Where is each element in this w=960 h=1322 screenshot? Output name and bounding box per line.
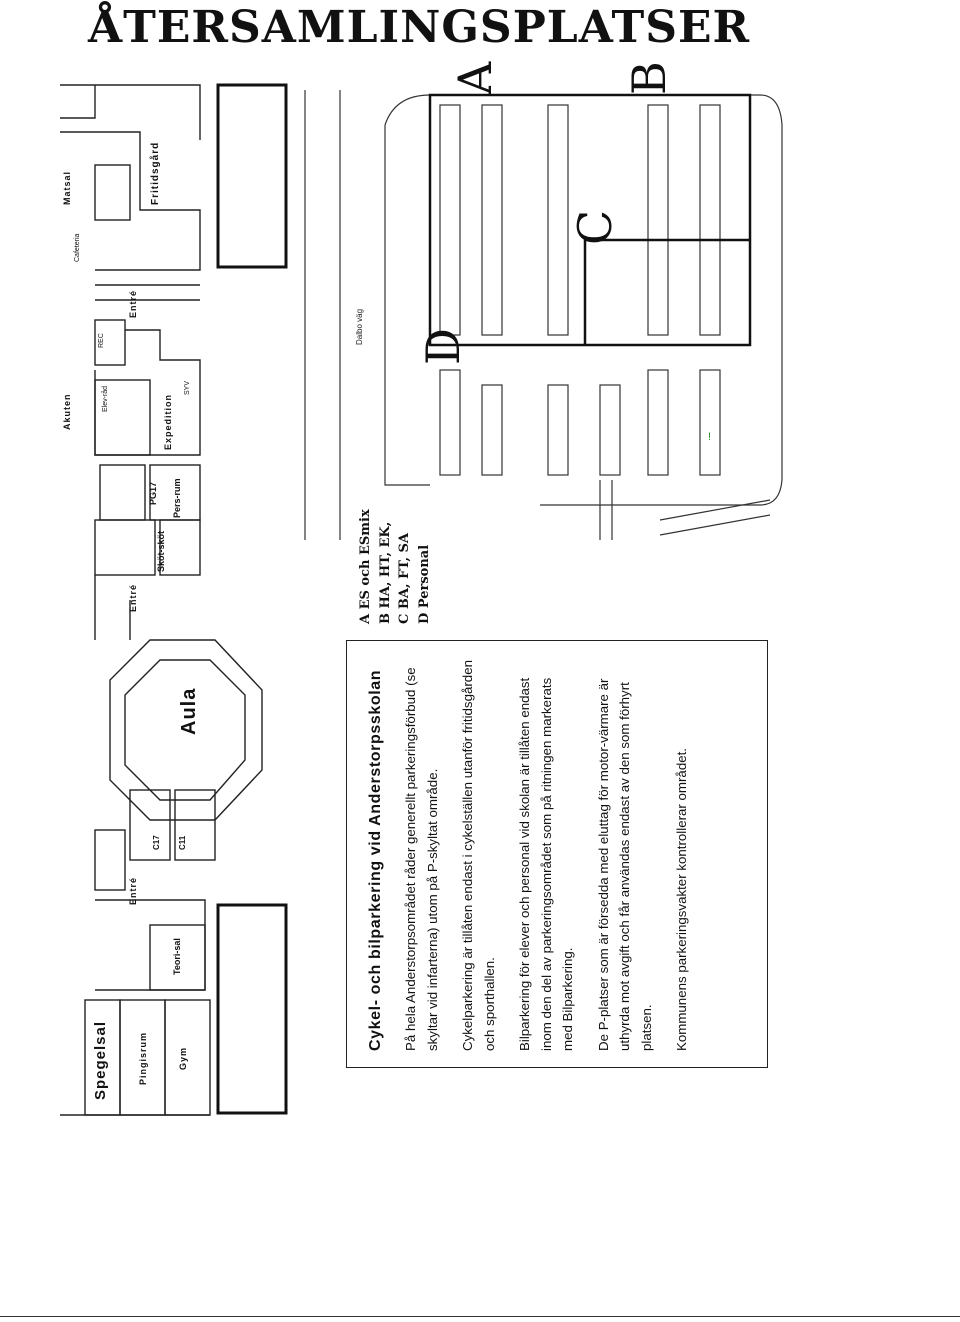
label-syv: SYV bbox=[184, 380, 191, 395]
label-cafeteria: Cafeteria bbox=[74, 233, 81, 262]
zone-label-b: B bbox=[622, 61, 676, 95]
zone-label-a: A bbox=[448, 61, 502, 95]
info-paragraph-1: På hela Anderstorpsområdet råder generellt parkeringsförbud (se skyltar vid infarterna) utom på P-skyltat område. bbox=[403, 667, 440, 1051]
label-fritidsgard: Fritidsgård bbox=[150, 141, 161, 205]
label-teorisal: Teori-sal bbox=[172, 938, 182, 975]
info-marker: ! bbox=[708, 431, 712, 443]
zone-label-c: C bbox=[568, 209, 622, 245]
label-c17: C17 bbox=[152, 835, 161, 850]
label-skotskot: Sköt-sköt bbox=[156, 530, 166, 572]
legend-row-d: D Personal bbox=[416, 544, 432, 624]
label-pg17: PG17 bbox=[148, 481, 158, 505]
label-spegelsal: Spegelsal bbox=[92, 1020, 109, 1100]
parking-slab-top bbox=[218, 85, 286, 267]
parking-lot bbox=[385, 95, 782, 540]
label-entre-1: Entré bbox=[128, 289, 138, 318]
legend-row-c: C BA, FT, SA bbox=[397, 533, 412, 624]
zone-legend bbox=[356, 509, 434, 624]
info-paragraph-2: Cykelparkering är tillåten endast i cykelställen utanför fritidsgården och sporthallen. bbox=[460, 660, 497, 1051]
parking-slab-bottom bbox=[218, 905, 286, 1113]
info-heading: Cykel- och bilparkering vid Anderstorpsskolan bbox=[367, 669, 384, 1051]
label-c11: C11 bbox=[178, 835, 187, 850]
info-paragraph-4: De P-platser som är försedda med eluttag för motor-värmare är uthyrda mot avgift och får användas endast av den som förhyrt platsen. bbox=[595, 678, 654, 1051]
label-entre-3: Entré bbox=[128, 876, 138, 905]
bottom-divider bbox=[0, 1316, 960, 1317]
label-akuten: Akuten bbox=[62, 393, 72, 430]
label-aula: Aula bbox=[178, 687, 200, 735]
label-gym: Gym bbox=[178, 1046, 188, 1070]
label-entre-2: Entré bbox=[128, 583, 138, 612]
label-persrum: Pers-rum bbox=[172, 478, 182, 518]
label-matsal: Matsal bbox=[62, 170, 72, 205]
label-pingisrum: Pingisrum bbox=[138, 1031, 148, 1085]
page-title: ÅTERSAMLINGSPLATSER bbox=[88, 2, 751, 53]
label-expedition: Expedition bbox=[163, 393, 173, 450]
info-paragraph-3: Bilparkering för elever och personal vid skolan är tillåten endast inom den del av parkeringsområdet som på ritningen markerats med Bilparkering. bbox=[517, 677, 575, 1051]
label-rec: REC bbox=[98, 333, 105, 348]
legend-row-b: B HA, HT, EK, bbox=[377, 521, 393, 624]
info-paragraph-5: Kommunens parkeringsvakter kontrollerar området. bbox=[674, 747, 689, 1051]
legend-row-a: A ES och ESmix bbox=[358, 509, 373, 624]
road-label: Dalbo väg bbox=[355, 308, 364, 345]
parking-info-text bbox=[365, 659, 707, 1051]
zone-label-d: D bbox=[416, 328, 470, 365]
label-elevrad: Elev-råd bbox=[102, 385, 109, 412]
parking-info-box bbox=[346, 640, 768, 1068]
